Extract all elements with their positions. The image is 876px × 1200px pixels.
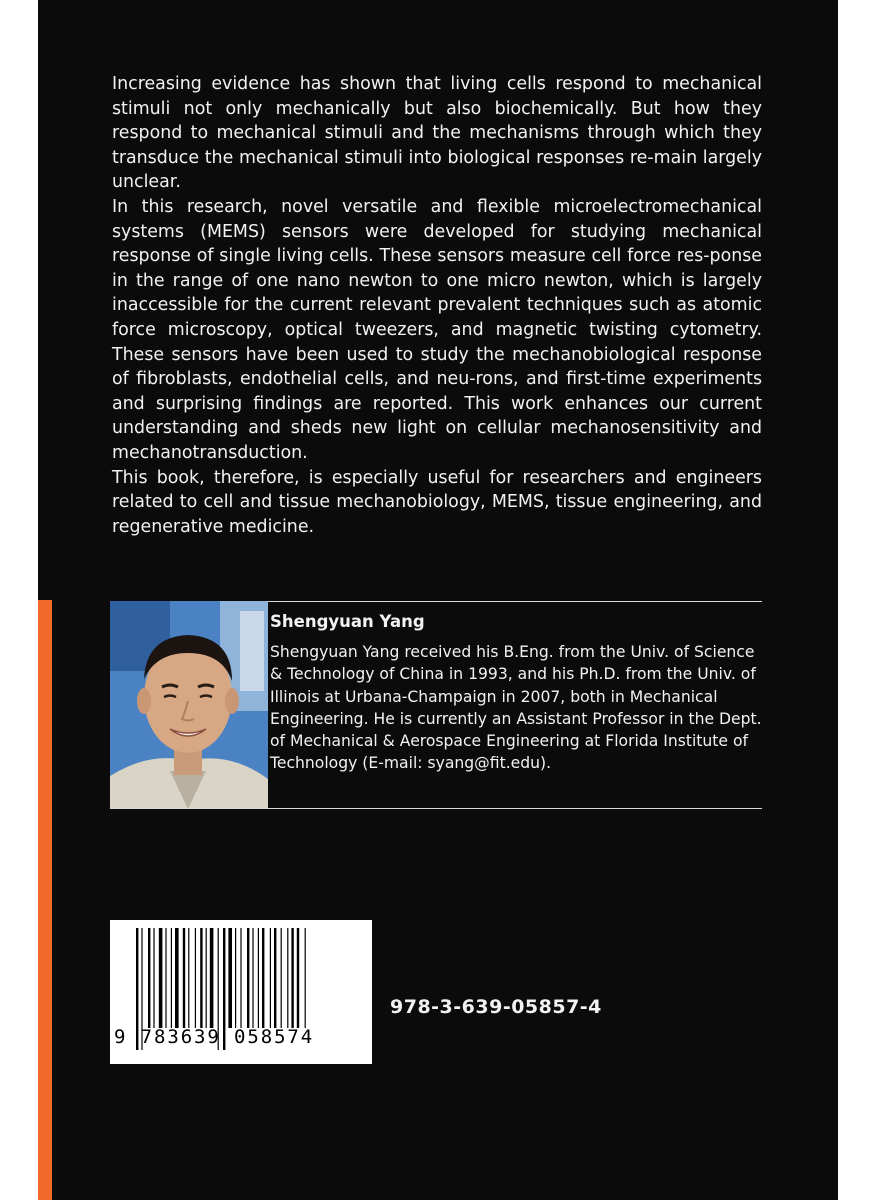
barcode-bar <box>270 928 271 1028</box>
barcode-bar <box>148 928 150 1028</box>
back-cover <box>38 0 838 1200</box>
author-portrait-illustration <box>110 601 268 809</box>
barcode-bar <box>247 928 249 1028</box>
isbn-number: 978-3-639-05857-4 <box>390 996 602 1018</box>
barcode-bar <box>165 928 166 1028</box>
barcode-bar <box>175 928 179 1028</box>
barcode-bar <box>159 928 163 1028</box>
barcode-bar <box>200 928 202 1028</box>
barcode-bar <box>297 928 299 1028</box>
barcode-bar <box>183 928 185 1028</box>
author-name: Shengyuan Yang <box>270 612 425 631</box>
barcode-bar <box>171 928 172 1028</box>
barcode-bar <box>252 928 253 1028</box>
barcode-bar <box>235 928 236 1028</box>
description-paragraph-1: Increasing evidence has shown that living cells respond to mechanical stimuli not only mechanically but also biochemically. But how they respond to mechanical stimuli and the mechanisms through which they transduce the mechanical stimuli into biological responses re-main largely unclear. <box>112 74 762 193</box>
barcode-bar <box>287 928 288 1028</box>
book-description <box>112 72 762 539</box>
barcode-bar <box>206 928 207 1028</box>
barcode-digits: 9 783639 058574 <box>114 1026 315 1048</box>
description-paragraph-3: This book, therefore, is especially useful for researchers and engineers related to cell and tissue mechanobiology, MEMS, tissue engineering, and regenerative medicine. <box>112 467 762 537</box>
barcode-bar <box>228 928 232 1028</box>
barcode-bar <box>262 928 264 1028</box>
barcode-bar <box>153 928 154 1028</box>
author-section-bottom-divider <box>110 808 762 809</box>
barcode-bar <box>240 928 241 1028</box>
barcode-bar <box>281 928 282 1028</box>
barcode-bar <box>258 928 259 1028</box>
author-photo <box>110 601 268 809</box>
author-bio: Shengyuan Yang received his B.Eng. from the Univ. of Science & Technology of China in 1993, and his Ph.D. from the Univ. of Illinois at Urbana-Champaign in 2007, both in Mechanical Engineering. He is currently an Assistant Professor in the Dept. of Mechanical & Aerospace Engineering at Florida Institute of Technology (E-mail: syang@fit.edu). <box>270 643 762 773</box>
barcode-bar <box>210 928 214 1028</box>
orange-accent-strip <box>38 600 52 1200</box>
barcode-bar <box>291 928 293 1028</box>
barcode-bar <box>305 928 306 1028</box>
barcode-bar <box>195 928 196 1028</box>
barcode-bar <box>274 928 276 1028</box>
description-paragraph-2: In this research, novel versatile and flexible microelectromechanical systems (MEMS) sensors were developed for studying mechanical response of single living cells. These sensors measure cell force res-ponse in the range of one nano newton to one micro newton, which is largely inaccessible for the current relevant prevalent techniques such as atomic force microscopy, optical tweezers, and magnetic twisting cytometry. These sensors have been used to study the mechanobiological response of fibroblasts, endothelial cells, and neu-rons, and first-time experiments and surprising findings are reported. This work enhances our current understanding and sheds new light on cellular mechanosensitivity and mechanotransduction. <box>112 196 762 463</box>
isbn-barcode <box>110 920 372 1064</box>
barcode-bar <box>188 928 189 1028</box>
